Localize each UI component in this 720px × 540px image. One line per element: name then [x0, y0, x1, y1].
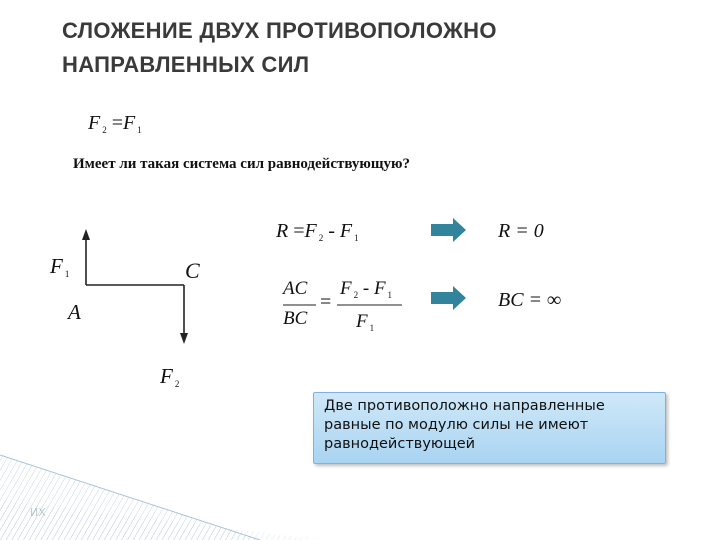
rnum-f1: F	[373, 278, 386, 299]
label-c: C	[185, 258, 200, 283]
rden-f1-sub: 1	[369, 323, 375, 333]
formula-resultant	[276, 220, 359, 243]
label-f2	[160, 364, 179, 389]
rnum-f2: F	[340, 278, 352, 299]
label-a: A	[68, 300, 81, 324]
label-f2-letter: F	[160, 364, 173, 388]
res-minus: -	[328, 220, 335, 242]
formula-rhs: F	[123, 112, 136, 134]
rden-f1: F	[356, 311, 368, 332]
formula-op: =	[111, 112, 123, 134]
ratio-eq: =	[320, 291, 332, 313]
conclusion-callout: Две противоположно направленные равные по модулю силы не имеют равнодействующей	[313, 392, 666, 464]
ratio-den: BC	[283, 308, 308, 329]
ratio-rnum	[340, 278, 392, 300]
implies-arrow-2	[431, 286, 466, 310]
formula-lhs: F	[88, 112, 101, 134]
ratio-rden	[356, 311, 374, 333]
rnum-minus: -	[362, 278, 370, 299]
res-f1-sub: 1	[354, 233, 359, 243]
res-f2: F	[304, 220, 317, 242]
label-f1-sub: 1	[64, 269, 70, 279]
label-f1-letter: F	[50, 254, 63, 278]
res-eq: =	[293, 220, 305, 242]
f1-arrow-head	[82, 229, 90, 240]
result-r-zero: R = 0	[498, 220, 544, 242]
res-lhs: R	[276, 220, 289, 242]
formula-rhs-sub: 1	[137, 125, 142, 135]
footer-faint-text: ИХ	[30, 506, 46, 519]
f2-arrow-head	[180, 333, 188, 344]
rnum-f1-sub: 1	[387, 290, 393, 300]
label-f2-sub: 2	[174, 379, 180, 389]
formula-lhs-sub: 2	[102, 125, 107, 135]
label-f1	[50, 254, 69, 279]
res-f1: F	[339, 220, 353, 242]
question-text: Имеет ли такая система сил равнодействующую?	[73, 156, 411, 172]
result-bc-infinity: BC = ∞	[498, 289, 562, 311]
slide-title: СЛОЖЕНИЕ ДВУХ ПРОТИВОПОЛОЖНО НАПРАВЛЕННЫХ СИЛ	[62, 18, 497, 77]
rnum-f2-sub: 2	[353, 290, 359, 300]
implies-arrow-1	[431, 218, 466, 242]
ratio-num: AC	[283, 278, 308, 299]
res-f2-sub: 2	[318, 233, 324, 243]
